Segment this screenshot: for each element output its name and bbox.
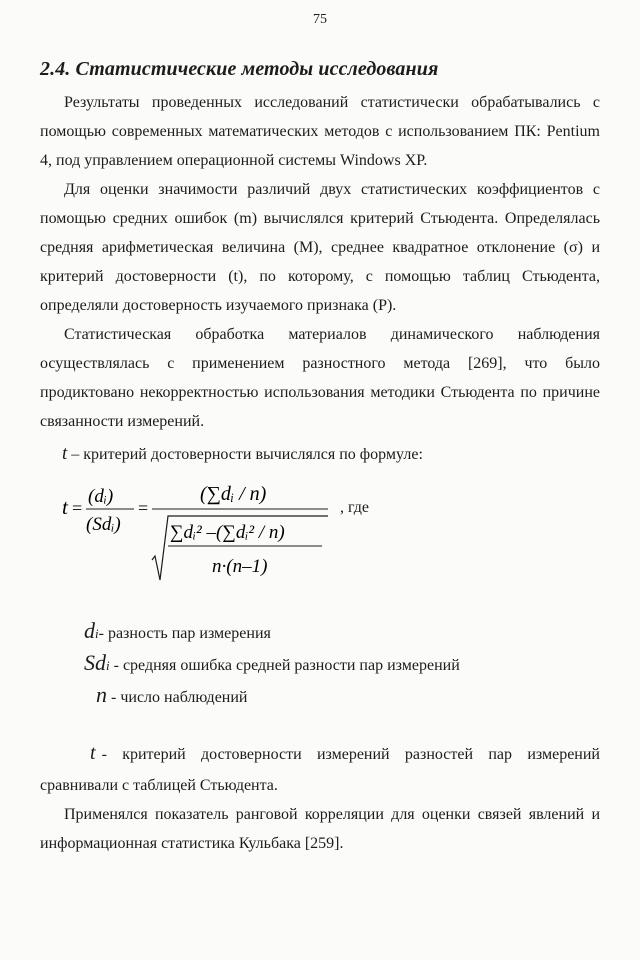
page-number: 75 (313, 12, 327, 27)
paragraph-rank-correlation: Применялся показатель ранговой корреляции для оценки связей явлений и информационная статистика Кульбака [259]. (40, 806, 600, 852)
section-heading: 2.4. Статистические методы исследования (40, 58, 439, 80)
formula-eq-2: = (138, 498, 149, 518)
def-di-text: - разность пар измерения (98, 625, 271, 642)
formula-inner-den: n·(n–1) (212, 556, 268, 577)
formula-frac1-den: (Sdᵢ) (86, 514, 121, 535)
t-formula (60, 476, 390, 596)
def-n-symbol: n (96, 682, 107, 707)
t-symbol: t (62, 443, 68, 464)
def-sdi-symbol: Sd (84, 650, 106, 675)
definition-sdi (84, 650, 460, 676)
definition-n (96, 682, 247, 708)
formula-suffix: , где (340, 499, 370, 516)
paragraph-t-comparison (40, 738, 600, 801)
def-sdi-text: - средняя ошибка средней разности пар измерений (109, 657, 460, 674)
definition-di (84, 618, 271, 644)
def-sdi-subscript: i (106, 658, 110, 673)
def-n-text: - число наблюдений (107, 689, 248, 706)
def-di-subscript: i (95, 626, 99, 641)
formula-frac2-num: (∑dᵢ / n) (200, 483, 267, 505)
formula-lhs: t (62, 495, 68, 519)
paragraph-difference-method: Статистическая обработка материалов динамического наблюдения осуществлялась с применением разностного метода [269], что было продиктовано некорректностью использования методики Стьюдента по причине связанности измерений. (40, 326, 600, 430)
formula-frac1-num: (dᵢ) (88, 486, 114, 507)
def-di-symbol: d (84, 618, 95, 643)
paragraph-student-criterion: Для оценки значимости различий двух статистических коэффициентов с помощью средних ошибок (m) вычислялся критерий Стьюдента. Определялась средняя арифметическая величина (М), среднее квадратное отклонение (σ) и критерий достоверности (t), по которому, с помощью таблиц Стьюдента, определяли достоверность изучаемого признака (Р). (40, 181, 600, 314)
formula-inner-num: ∑dᵢ² –(∑dᵢ² / n) (170, 522, 285, 543)
t-criterion-line (62, 443, 423, 465)
formula-eq-1: = (72, 498, 83, 518)
t-criterion-text: – критерий достоверности вычислялся по формуле: (71, 446, 423, 463)
paragraph-processing: Результаты проведенных исследований статистически обрабатывались с помощью современных математических методов с использованием ПК: Pentium 4, под управлением операционной системы Windows XP. (40, 94, 600, 169)
p4-text: - критерий достоверности измерений разностей пар измерений сравнивали с таблицей Стьюдента. (40, 746, 600, 794)
p4-t-symbol: t (90, 742, 96, 764)
